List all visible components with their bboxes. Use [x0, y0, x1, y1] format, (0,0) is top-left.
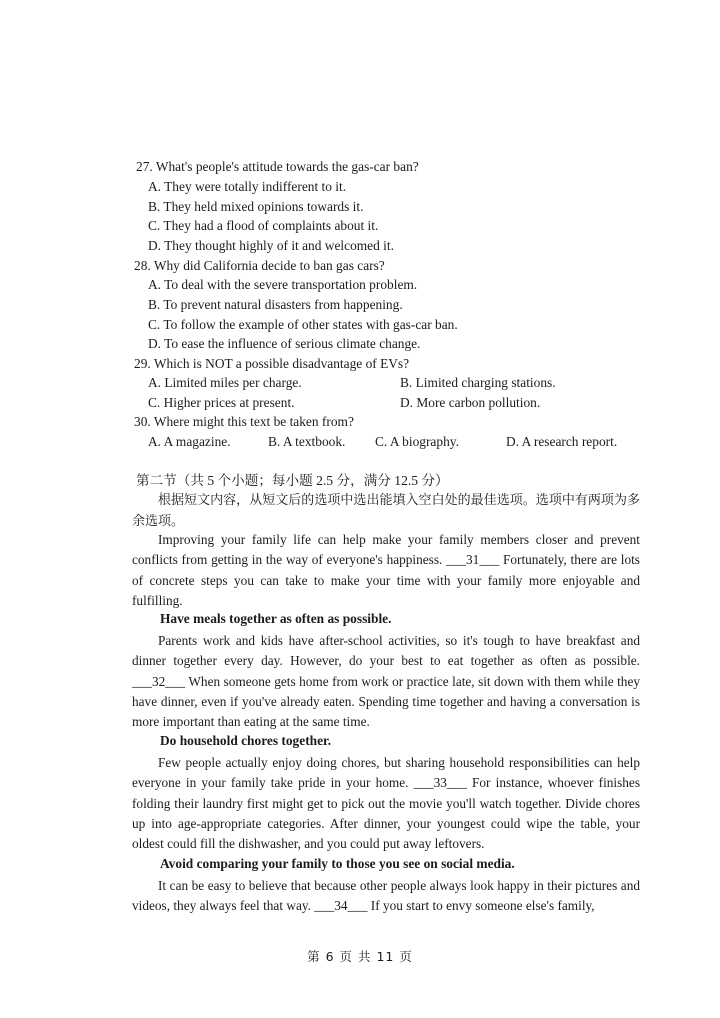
option-27a: A. They were totally indifferent to it. [148, 179, 347, 194]
option-30a: A. A magazine. [148, 434, 231, 449]
option-30c: C. A biography. [375, 434, 459, 449]
option-27c: C. They had a flood of complaints about it. [148, 218, 379, 233]
question-30: 30. Where might this text be taken from? [134, 414, 354, 429]
option-28c: C. To follow the example of other states with gas-car ban. [148, 317, 458, 332]
option-30b: B. A textbook. [268, 434, 346, 449]
option-27b: B. They held mixed opinions towards it. [148, 199, 364, 214]
section-title: 第二节（共 5 个小题；每小题 2.5 分，满分 12.5 分） [136, 473, 449, 488]
option-29b: B. Limited charging stations. [400, 375, 556, 390]
paragraph-meals: Parents work and kids have after-school activities, so it's tough to have breakfast and dinner together every day. However, do your best to eat together as often as possible. ___32___ When someone gets home from work or practice late, sit down with them while they have dinner, even if you've already eaten. Spending time together and having a conversation is more important than eating at the same time. [132, 633, 640, 730]
option-28b: B. To prevent natural disasters from happening. [148, 297, 403, 312]
option-29d: D. More carbon pollution. [400, 395, 541, 410]
paragraph-chores: Few people actually enjoy doing chores, but sharing household responsibilities can help everyone in your family take pride in your home. ___33___ For instance, whoever finishes folding their laundry first might get to pick out the movie you'll watch together. Divide chores up into age-appropriate categories. After dinner, your youngest could wipe the table, your oldest could fill the dishwasher, and you could put away leftovers. [132, 755, 640, 852]
option-28d: D. To ease the influence of serious climate change. [148, 336, 421, 351]
option-28a: A. To deal with the severe transportation problem. [148, 277, 418, 292]
heading-meals: Have meals together as often as possible. [160, 611, 392, 626]
question-27: 27. What's people's attitude towards the gas-car ban? [136, 159, 419, 174]
option-27d: D. They thought highly of it and welcomed it. [148, 238, 394, 253]
heading-social-media: Avoid comparing your family to those you see on social media. [160, 856, 515, 871]
option-29c: C. Higher prices at present. [148, 395, 295, 410]
passage-intro: Improving your family life can help make your family members closer and prevent conflicts from getting in the way of everyone's happiness. ___31___ Fortunately, there are lots of concrete steps you can take to make your time with your family more enjoyable and fulfilling. [132, 532, 640, 608]
paragraph-social-media: It can be easy to believe that because other people always look happy in their pictures and videos, they always feel that way. ___34___ If you start to envy someone else's family, [132, 878, 640, 914]
option-30d: D. A research report. [506, 434, 618, 449]
option-29a: A. Limited miles per charge. [148, 375, 302, 390]
question-29: 29. Which is NOT a possible disadvantage of EVs? [134, 356, 410, 371]
section-instruction: 根据短文内容，从短文后的选项中选出能填入空白处的最佳选项。选项中有两项为多余选项。 [132, 493, 640, 529]
question-28: 28. Why did California decide to ban gas cars? [134, 258, 385, 273]
page-footer: 第 6 页 共 11 页 [307, 949, 413, 964]
heading-chores: Do household chores together. [160, 733, 332, 748]
